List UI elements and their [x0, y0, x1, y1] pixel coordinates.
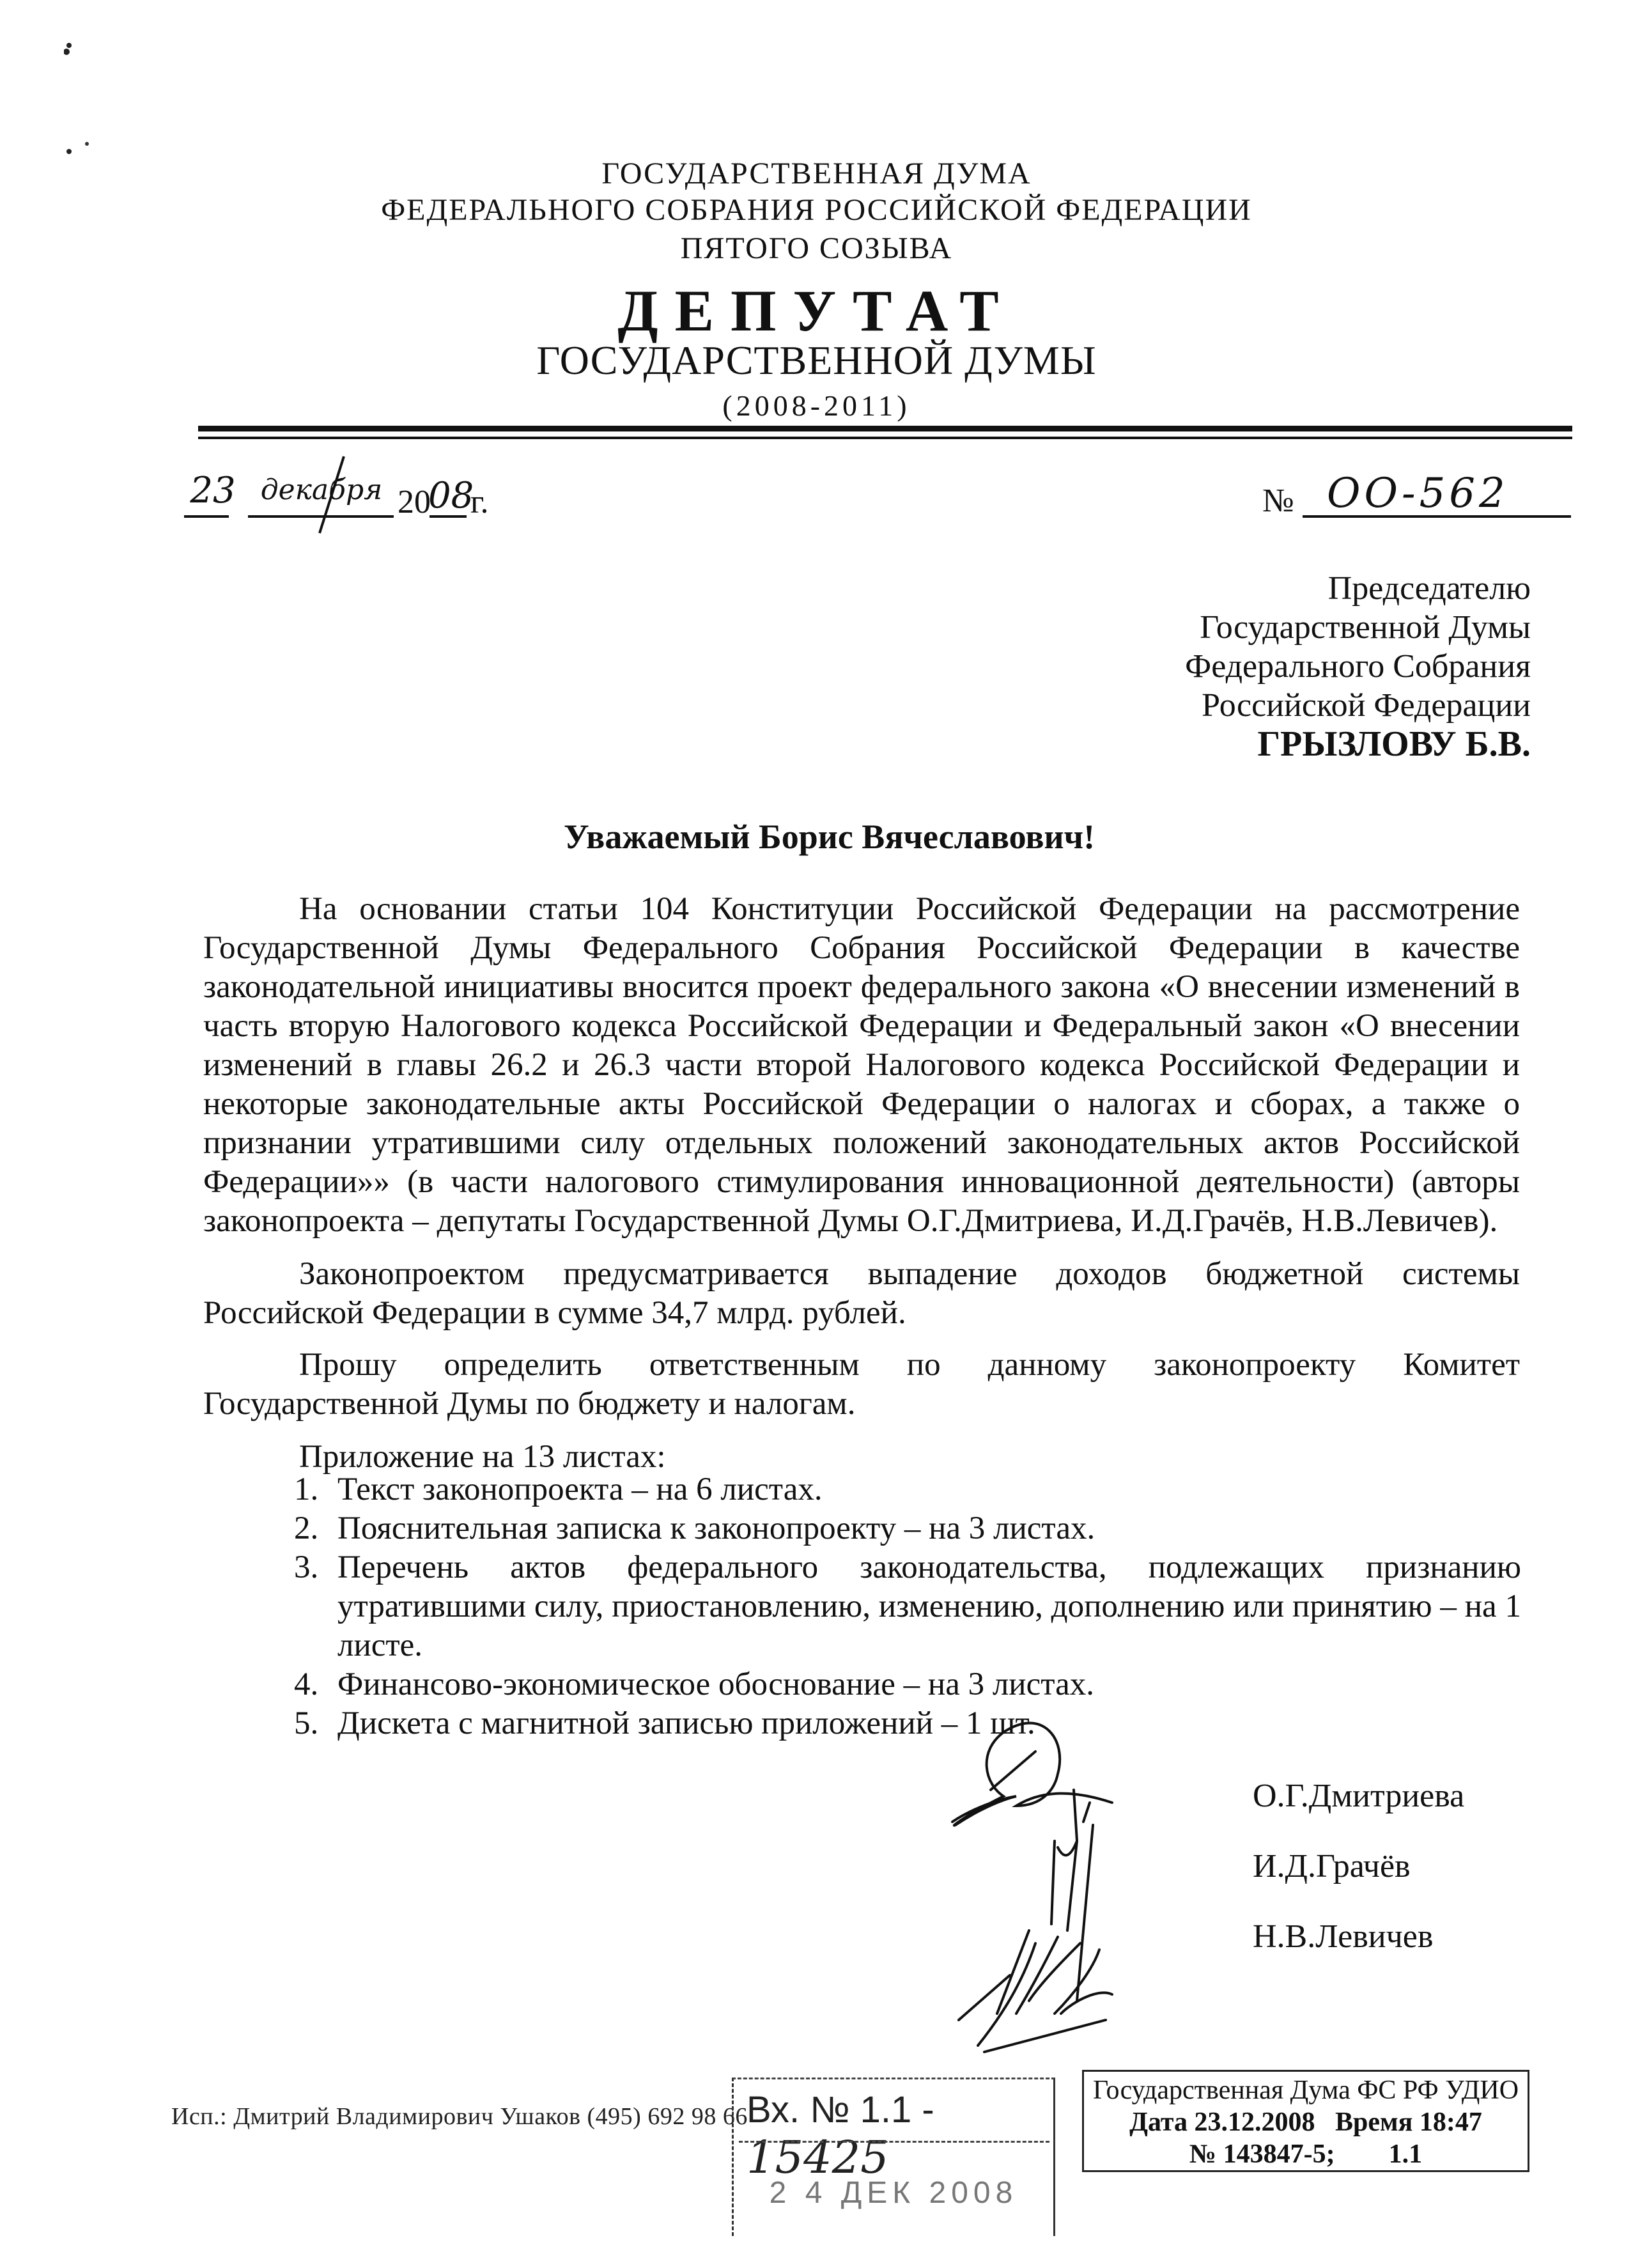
incoming-number-prefix: Вх. № 1.1 -	[747, 2089, 934, 2131]
incoming-number	[747, 2088, 1053, 2184]
letterhead-rule-thick	[198, 426, 1572, 431]
incoming-number-handwritten: 15425	[747, 2131, 889, 2184]
body-paragraph-2-text: Законопроектом предусматривается выпадение доходов бюджетной системы Российской Федерации в сумме 34,7 млрд. рублей.	[203, 1256, 1520, 1331]
registry-stamp-line-1: Государственная Дума ФС РФ УДИО	[1092, 2076, 1519, 2105]
date-month: декабря	[260, 474, 383, 506]
date-year-unit: г.	[470, 484, 489, 520]
outgoing-number-label: №	[1262, 483, 1294, 519]
registry-stamp-line-3: № 143847-5; 1.1	[1189, 2140, 1423, 2169]
body-paragraph-2	[203, 1255, 1520, 1333]
body-paragraph-1-text: На основании статьи 104 Конституции Российской Федерации на рассмотрение Государственной Думы Федерального Собрания Российской Федерации в качестве законодательной инициативы вносится проект федерального закона «О внесении изменений в часть вторую Налогового кодекса Российской Федерации и Федеральный закон «О внесении изменений в главы 26.2 и 26.3 части второй Налогового кодекса Российской Федерации и некоторые законодательные акты Российской Федерации о налогах и сборах, а также о признании утратившими силу отдельных положений законодательных актов Российской Федерации»» (в части налогового стимулирования инновационной деятельности) (авторы законопроекта – депутаты Государственной Думы О.Г.Дмитриева, И.Д.Грачёв, Н.В.Левичев).	[203, 891, 1520, 1239]
signatory-2: И.Д.Грачёв	[1253, 1848, 1411, 1884]
registry-stamp	[1082, 2070, 1529, 2172]
letterhead-rule-thin	[198, 437, 1572, 439]
addressee-line-4: Российской Федерации	[1202, 687, 1531, 724]
body-paragraph-3	[203, 1346, 1520, 1424]
outgoing-number-field	[1303, 470, 1571, 517]
appendix-item: 1. Текст законопроекта – на 6 листах.	[294, 1472, 823, 1507]
date-day-underline	[184, 515, 229, 518]
letterhead-line-3: ПЯТОГО СОЗЫВА	[680, 231, 953, 265]
addressee-line-3: Федерального Собрания	[1185, 648, 1531, 685]
date-year-prefix: 20	[398, 484, 431, 520]
body-paragraph-1	[203, 890, 1520, 1241]
letterhead-line-1: ГОСУДАРСТВЕННАЯ ДУМА	[601, 157, 1032, 190]
incoming-number-underline	[739, 2141, 1049, 2143]
letterhead-years: (2008-2011)	[722, 389, 911, 422]
appendix-item: 5. Дискета с магнитной записью приложений – 1 шт.	[294, 1705, 1035, 1741]
addressee-block	[956, 569, 1531, 764]
date-year-suffix: 08	[428, 475, 474, 517]
greeting: Уважаемый Борис Вячеславович!	[563, 818, 1095, 856]
appendix-item: 2. Пояснительная записка к законопроекту – на 3 листах.	[294, 1511, 1095, 1546]
body-paragraph-3-text: Прошу определить ответственным по данному законопроекту Комитет Государственной Думы по бюджету и налогам.	[203, 1347, 1520, 1422]
appendix-title: Приложение на 13 листах:	[299, 1439, 666, 1475]
signatory-1: О.Г.Дмитриева	[1253, 1778, 1465, 1814]
outgoing-number-value: ОО-562	[1327, 470, 1509, 517]
letterhead-line-2: ФЕДЕРАЛЬНОГО СОБРАНИЯ РОССИЙСКОЙ ФЕДЕРАЦИИ	[381, 193, 1252, 227]
date-day-field	[184, 470, 242, 511]
date-slash-stroke	[313, 454, 352, 537]
date-day: 23	[190, 470, 236, 511]
appendix-list	[281, 1470, 1521, 1743]
addressee-line-1: Председателю	[1327, 570, 1531, 607]
date-year-underline	[430, 515, 467, 518]
signatory-3: Н.В.Левичев	[1253, 1918, 1434, 1955]
addressee-line-2: Государственной Думы	[1200, 609, 1531, 646]
outgoing-number-underline	[1303, 515, 1571, 518]
date-year-field	[428, 475, 474, 517]
letterhead-title: ДЕПУТАТ	[617, 278, 1016, 343]
incoming-date: 2 4 ДЕК 2008	[769, 2176, 1018, 2210]
letterhead-subtitle: ГОСУДАРСТВЕННОЙ ДУМЫ	[536, 338, 1097, 383]
incoming-registration-stamp	[732, 2078, 1055, 2236]
handwritten-signatures	[946, 1713, 1253, 2058]
addressee-name: ГРЫЗЛОВУ Б.В.	[1257, 724, 1531, 764]
executor-contact: Исп.: Дмитрий Владимирович Ушаков (495) 692 98 66	[171, 2103, 748, 2130]
registry-stamp-line-2: Дата 23.12.2008 Время 18:47	[1129, 2108, 1482, 2137]
appendix-item: 3. Перечень актов федерального законодательства, подлежащих признанию утратившими силу, приостановлению, изменению, дополнению или принятию – на 1 листе.	[294, 1550, 1521, 1663]
scan-specks	[64, 42, 89, 157]
appendix-item: 4. Финансово-экономическое обоснование – на 3 листах.	[294, 1666, 1095, 1702]
